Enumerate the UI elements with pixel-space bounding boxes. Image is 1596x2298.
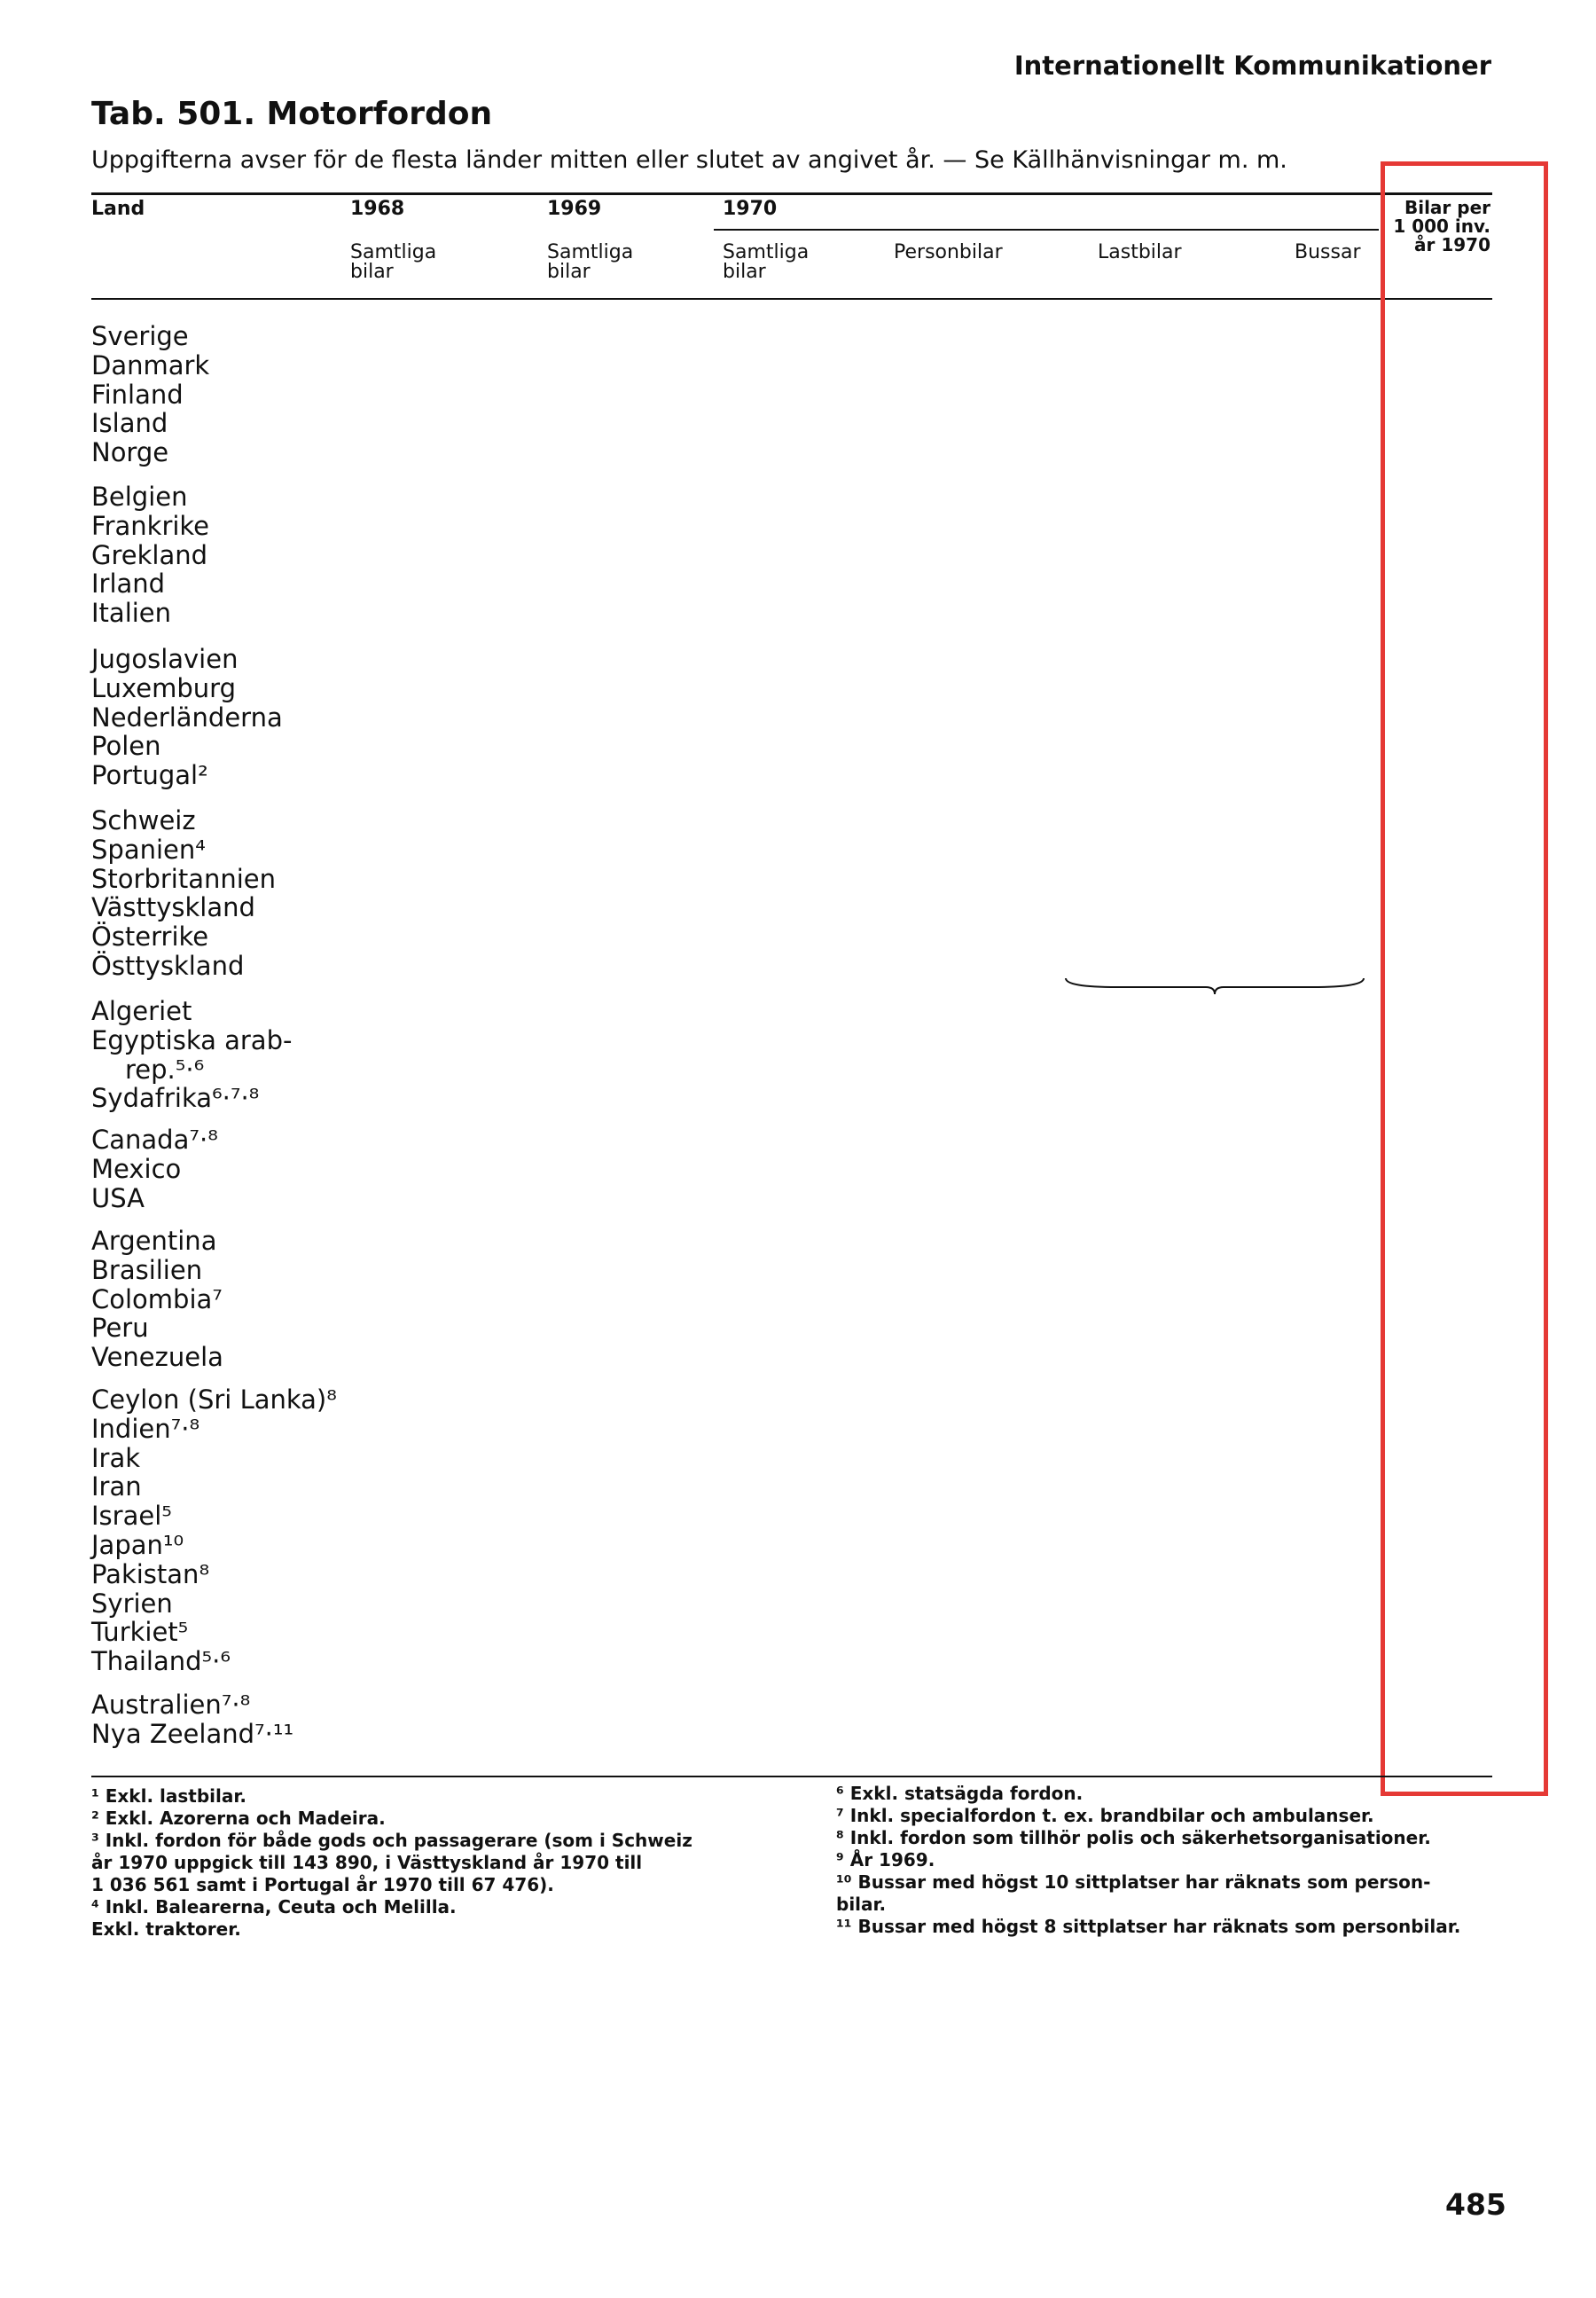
country-name: Israel⁵: [91, 1501, 172, 1532]
header-per-1000: Bilar per 1 000 inv. år 1970: [1393, 197, 1490, 255]
table-title: Tab. 501. Motorfordon: [91, 96, 493, 132]
country-name: Storbritannien: [91, 863, 277, 894]
country-name: Belgien: [91, 482, 188, 512]
country-name: Nederländerna: [91, 702, 283, 733]
country-name: Italien: [91, 598, 172, 629]
header-bottom-rule: [91, 298, 1492, 300]
footnote: ³ Inkl. fordon för både gods och passagerare (som i Schweiz: [91, 1830, 692, 1851]
country-name: Pakistan⁸: [91, 1558, 210, 1589]
country-name: Nya Zeeland⁷·¹¹: [91, 1718, 294, 1749]
country-name: Östtyskland: [91, 951, 245, 981]
year-1970-rule: [714, 229, 1379, 231]
country-name: Canada⁷·⁸: [91, 1125, 218, 1155]
top-rule: [91, 192, 1492, 195]
country-name: Indien⁷·⁸: [91, 1413, 200, 1444]
header-samtliga-1970: Samtliga bilar: [723, 241, 810, 283]
footnote: ⁷ Inkl. specialfordon t. ex. brandbilar och ambulanser.: [836, 1805, 1374, 1826]
country-name: Danmark: [91, 349, 210, 380]
country-name: Peru: [91, 1313, 149, 1344]
country-name: Jugoslavien: [91, 644, 239, 674]
country-name: Colombia⁷: [91, 1283, 223, 1314]
country-name: Grekland: [91, 539, 208, 570]
country-name: Sverige: [91, 321, 189, 351]
country-name: Argentina: [91, 1226, 217, 1256]
footnote: ⁴ Inkl. Balearerna, Ceuta och Melilla.: [91, 1896, 457, 1918]
country-name: Iran: [91, 1471, 142, 1502]
header-samtliga-1969: Samtliga bilar: [547, 241, 634, 283]
country-name: Finland: [91, 379, 184, 410]
country-name: Ceylon (Sri Lanka)⁸: [91, 1384, 337, 1415]
country-name: Irland: [91, 569, 166, 600]
page-number: 485: [1445, 2187, 1506, 2222]
header-year-1970: 1970: [723, 198, 778, 220]
header-year-1968: 1968: [350, 198, 405, 220]
country-name: Egyptiska arab-: [91, 1024, 293, 1055]
country-name: Sydafrika⁶·⁷·⁸: [91, 1083, 260, 1114]
highlight-box-per-1000: [1381, 161, 1548, 1796]
header-bussar: Bussar: [1295, 241, 1361, 263]
header-lastbilar: Lastbilar: [1098, 241, 1182, 263]
table-subtitle: Uppgifterna avser för de flesta länder mitten eller slutet av angivet år. — Se Källhänvisningar m. m.: [91, 146, 1287, 174]
country-name: Irak: [91, 1442, 141, 1473]
footnote: ⁶ Exkl. statsägda fordon.: [836, 1783, 1084, 1804]
country-name: Polen: [91, 731, 161, 762]
footnote: ⁹ År 1969.: [836, 1849, 935, 1871]
country-name: rep.⁵·⁶: [125, 1054, 205, 1085]
header-personbilar: Personbilar: [894, 241, 1003, 263]
country-name: Luxemburg: [91, 672, 236, 703]
footnote: år 1970 uppgick till 143 890, i Västtyskland år 1970 till: [91, 1852, 643, 1873]
country-name: USA: [91, 1182, 145, 1213]
header-samtliga-1968: Samtliga bilar: [350, 241, 437, 283]
country-name: Mexico: [91, 1153, 182, 1184]
country-name: Turkiet⁵: [91, 1617, 189, 1648]
country-name: Portugal²: [91, 760, 208, 791]
footnote: ² Exkl. Azorerna och Madeira.: [91, 1808, 386, 1829]
footnote: ⁸ Inkl. fordon som tillhör polis och säkerhetsorganisationer.: [836, 1827, 1431, 1848]
country-name: Island: [91, 408, 168, 439]
country-name: Japan¹⁰: [91, 1530, 184, 1560]
country-name: Frankrike: [91, 510, 210, 541]
country-name: Australien⁷·⁸: [91, 1690, 251, 1720]
chapter-heading: Internationellt Kommunikationer: [1013, 51, 1491, 81]
footnote: 1 036 561 samt i Portugal år 1970 till 67 476).: [91, 1874, 554, 1895]
footnote: ¹¹ Bussar med högst 8 sittplatser har räknats som personbilar.: [836, 1916, 1461, 1937]
country-name: Spanien⁴: [91, 834, 206, 865]
country-name: Venezuela: [91, 1342, 223, 1373]
country-name: Schweiz: [91, 805, 196, 835]
footnote: ¹ Exkl. lastbilar.: [91, 1785, 246, 1807]
country-name: Brasilien: [91, 1254, 203, 1285]
footnote: Exkl. traktorer.: [91, 1918, 241, 1940]
footnote: ¹⁰ Bussar med högst 10 sittplatser har räknats som person-: [836, 1871, 1431, 1893]
brace-lastbilar-bussar: [1064, 976, 1365, 996]
country-name: Norge: [91, 437, 169, 468]
country-name: Västtyskland: [91, 892, 255, 923]
country-name: Algeriet: [91, 996, 192, 1026]
header-year-1969: 1969: [547, 198, 602, 220]
footnote-rule: [91, 1776, 1492, 1777]
header-land: Land: [91, 198, 145, 220]
country-name: Österrike: [91, 922, 209, 953]
country-name: Syrien: [91, 1588, 173, 1619]
country-name: Thailand⁵·⁶: [91, 1646, 231, 1677]
footnote: bilar.: [836, 1894, 887, 1915]
